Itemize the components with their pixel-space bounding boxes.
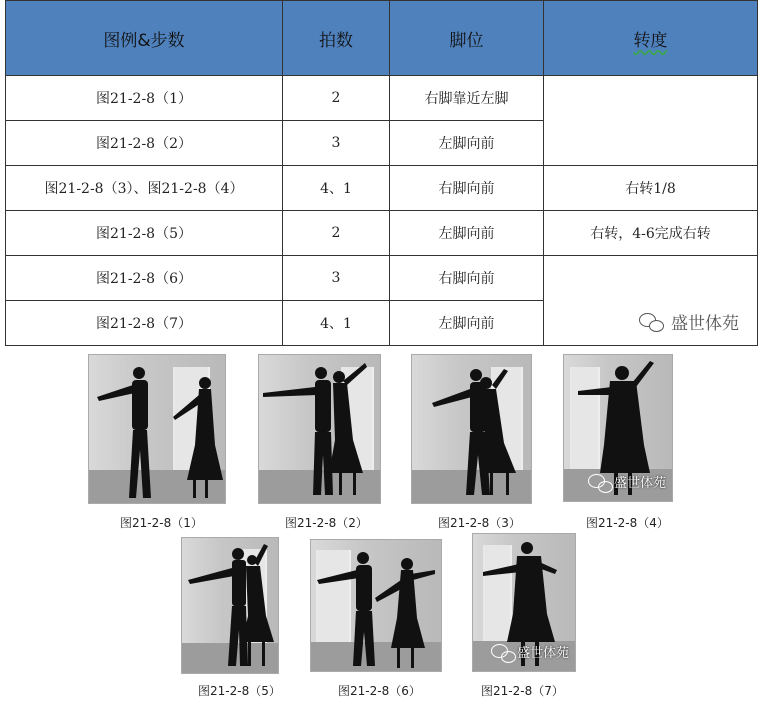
wechat-icon [588, 473, 610, 490]
table-row [6, 166, 758, 211]
photo-watermark [588, 472, 666, 491]
cell-foot: 右脚向前 [390, 166, 544, 211]
photo-watermark-text: 盛世体苑 [613, 476, 666, 491]
wechat-icon [639, 312, 665, 332]
cell-foot: 左脚向前 [390, 211, 544, 256]
watermark-text: 盛世体苑 [671, 314, 739, 334]
header-foot: 脚位 [390, 1, 544, 76]
cell-beats: 3 [283, 121, 390, 166]
table-header-row [6, 1, 758, 76]
table-row [6, 76, 758, 121]
header-figure: 图例&步数 [6, 1, 283, 76]
cell-beats: 3 [283, 256, 390, 301]
dance-photo [88, 354, 226, 504]
photo-watermark [491, 642, 569, 661]
cell-figure: 图21-2-8（1） [6, 76, 283, 121]
cell-figure: 图21-2-8（3）、图21-2-8（4） [6, 166, 283, 211]
cell-beats: 2 [283, 76, 390, 121]
dance-photo [258, 354, 381, 504]
table-watermark [639, 309, 739, 334]
cell-figure: 图21-2-8（7） [6, 301, 283, 346]
cell-figure: 图21-2-8（5） [6, 211, 283, 256]
dance-photo [411, 354, 532, 504]
photo-caption: 图21-2-8（3） [438, 516, 521, 530]
dancers-figure [182, 538, 278, 673]
step-table [5, 0, 758, 346]
dancers-figure [259, 355, 380, 503]
cell-figure: 图21-2-8（6） [6, 256, 283, 301]
photo-caption: 图21-2-8（5） [198, 684, 281, 698]
dancers-figure [89, 355, 225, 503]
photo-caption: 图21-2-8（6） [338, 684, 421, 698]
cell-foot: 左脚向前 [390, 121, 544, 166]
cell-figure: 图21-2-8（2） [6, 121, 283, 166]
header-turn-label: 转度 [633, 30, 668, 51]
dancers-figure [412, 355, 531, 503]
photo-caption: 图21-2-8（7） [481, 684, 564, 698]
dance-photo [563, 354, 673, 502]
dance-photo [472, 533, 576, 672]
dance-photo [310, 539, 442, 672]
cell-foot: 左脚向前 [390, 301, 544, 346]
cell-foot: 右脚向前 [390, 256, 544, 301]
header-beats: 拍数 [283, 1, 390, 76]
wechat-icon [491, 643, 513, 660]
cell-beats: 4、1 [283, 166, 390, 211]
cell-foot: 右脚靠近左脚 [390, 76, 544, 121]
photo-caption: 图21-2-8（4） [586, 516, 669, 530]
header-turn [544, 1, 758, 76]
cell-beats: 2 [283, 211, 390, 256]
cell-turn [544, 76, 758, 166]
photo-caption: 图21-2-8（2） [285, 516, 368, 530]
dancers-figure [311, 540, 441, 671]
cell-turn [544, 256, 758, 346]
cell-beats: 4、1 [283, 301, 390, 346]
table-row [6, 256, 758, 301]
table-row [6, 211, 758, 256]
photo-caption: 图21-2-8（1） [120, 516, 203, 530]
dance-photo [181, 537, 279, 674]
cell-turn: 右转，4-6完成右转 [544, 211, 758, 256]
photo-watermark-text: 盛世体苑 [516, 646, 569, 661]
cell-turn: 右转1/8 [544, 166, 758, 211]
